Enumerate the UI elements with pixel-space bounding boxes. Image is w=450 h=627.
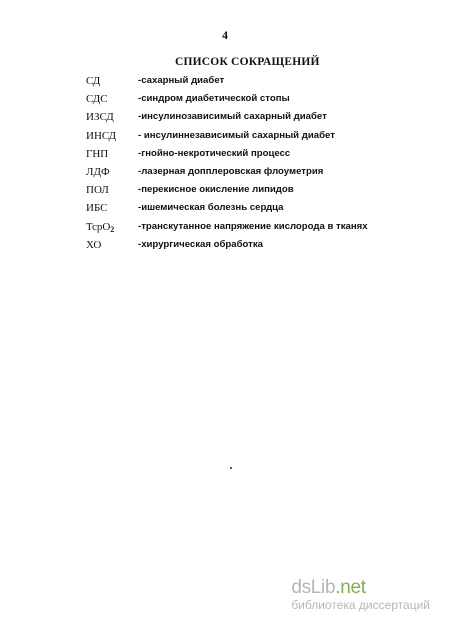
abbreviation-definition: -гнойно-некротический процесс bbox=[138, 147, 291, 159]
abbreviation-term-subscript: 2 bbox=[110, 224, 115, 234]
list-item bbox=[86, 147, 406, 165]
abbreviation-definition: -ишемическая болезнь сердца bbox=[138, 202, 284, 214]
watermark-logo-accent: .net bbox=[335, 577, 366, 598]
abbreviation-term bbox=[86, 220, 114, 237]
abbreviation-term: СД bbox=[86, 75, 101, 87]
list-item bbox=[86, 74, 406, 92]
stray-dot bbox=[230, 467, 232, 469]
abbreviation-definition: -перекисное окисление липидов bbox=[138, 184, 294, 196]
list-item bbox=[86, 110, 406, 128]
list-item bbox=[86, 183, 406, 201]
watermark-logo bbox=[291, 578, 430, 598]
page-title: СПИСОК СОКРАЩЕНИЙ bbox=[175, 56, 320, 68]
list-item bbox=[86, 238, 406, 256]
list-item bbox=[86, 201, 406, 219]
abbreviation-term: ХО bbox=[86, 238, 102, 251]
abbreviation-definition: -хирургическая обработка bbox=[138, 238, 264, 250]
list-item bbox=[86, 220, 406, 238]
abbreviation-definition: -синдром диабетической стопы bbox=[138, 93, 290, 105]
page-number: 4 bbox=[222, 28, 228, 42]
list-item bbox=[86, 92, 406, 110]
abbreviation-list bbox=[86, 74, 406, 256]
watermark bbox=[291, 578, 430, 613]
abbreviation-term: ИЗСД bbox=[86, 111, 114, 124]
abbreviation-term: ЛДФ bbox=[86, 165, 110, 178]
list-item bbox=[86, 129, 406, 147]
abbreviation-definition: -транскутанное напряжение кислорода в тканях bbox=[138, 220, 368, 232]
abbreviation-definition: - инсулиннезависимый сахарный диабет bbox=[138, 129, 335, 141]
abbreviation-term-base: TcpO bbox=[86, 220, 111, 233]
abbreviation-term: ИБС bbox=[86, 202, 108, 215]
list-item bbox=[86, 165, 406, 183]
abbreviation-term: ИНСД bbox=[86, 129, 117, 142]
abbreviation-term: ГНП bbox=[86, 147, 109, 160]
watermark-logo-main: dsLib bbox=[291, 577, 336, 598]
abbreviation-term: ПОЛ bbox=[86, 184, 109, 197]
abbreviation-definition: -сахарный диабет bbox=[138, 75, 225, 86]
abbreviation-definition: -лазерная допплеровская флоуметрия bbox=[138, 165, 324, 177]
watermark-subtitle: библиотека диссертаций bbox=[291, 598, 430, 612]
abbreviation-definition: -инсулинозависимый сахарный диабет bbox=[138, 111, 327, 123]
abbreviation-term: СДС bbox=[86, 93, 108, 106]
